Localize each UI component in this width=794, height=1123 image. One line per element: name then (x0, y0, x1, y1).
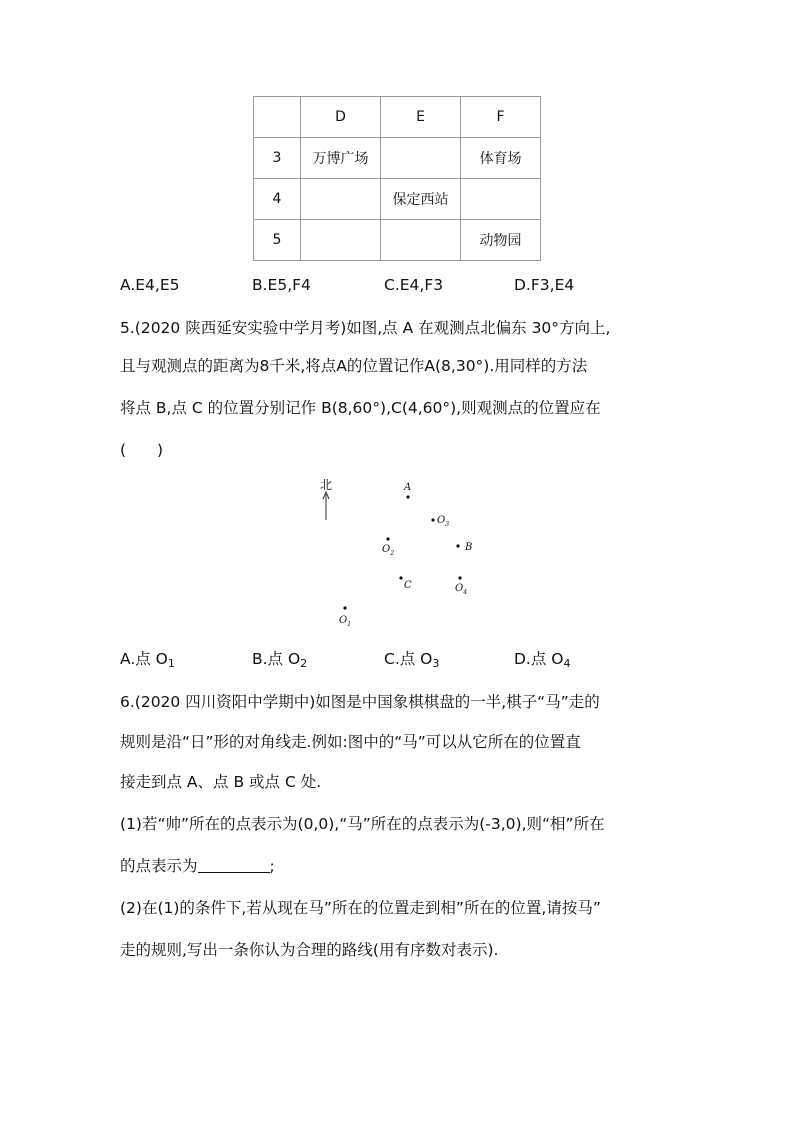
table-cell (381, 138, 461, 179)
north-arrow-icon (323, 492, 329, 520)
q5-option-b-subscript: 2 (300, 657, 308, 670)
q5-option-b[interactable] (252, 649, 307, 674)
q5-option-a-subscript: 1 (167, 657, 175, 670)
q6-text-line: (2)在(1)的条件下,若从现在马”所在的位置走到相”所在的位置,请按马” (120, 899, 601, 917)
q5-option-c-label: C.点 O (384, 650, 433, 668)
q6-text-line: 规则是沿“日”形的对角线走.例如:图中的“马”可以从它所在的位置直 (120, 733, 581, 751)
answer-blank[interactable] (198, 858, 270, 873)
point-o1-dot (343, 606, 346, 609)
table-cell (381, 220, 461, 261)
table-row (254, 220, 541, 261)
q5-option-d-label: D.点 O (514, 650, 564, 668)
observation-diagram (300, 470, 500, 635)
point-b-label: B (465, 542, 473, 553)
table-header-row (254, 97, 541, 138)
table-cell (461, 179, 541, 220)
point-b-dot (456, 544, 459, 547)
q6-line-prefix: 的点表示为 (120, 857, 198, 875)
q5-answer-paren: ( ) (120, 441, 164, 459)
point-a-dot (406, 495, 409, 498)
point-o2-label: $O_2$ (382, 544, 395, 557)
q4-option-a[interactable]: A.E4,E5 (120, 276, 180, 294)
table-header-cell: F (461, 97, 541, 138)
table-cell (301, 220, 381, 261)
q4-option-b[interactable]: B.E5,F4 (252, 276, 311, 294)
q5-option-a-label: A.点 O (120, 650, 168, 668)
table-row (254, 138, 541, 179)
q5-option-c[interactable] (384, 649, 439, 674)
q4-option-d[interactable]: D.F3,E4 (514, 276, 575, 294)
table-header-cell (254, 97, 301, 138)
q6-line-suffix: ; (269, 857, 275, 875)
point-a-label: A (404, 482, 412, 493)
point-c-label: C (404, 580, 412, 591)
table-cell: 保定西站 (381, 179, 461, 220)
location-table (253, 96, 541, 261)
point-o3-dot (431, 518, 434, 521)
point-o4-label: $O_4$ (455, 583, 468, 596)
table-cell: 3 (254, 138, 301, 179)
q5-text-line: 将点 B,点 C 的位置分别记作 B(8,60°),C(4,60°),则观测点的位置应在 (120, 399, 601, 417)
table-cell: 万博广场 (301, 138, 381, 179)
table-cell: 4 (254, 179, 301, 220)
point-c-dot (399, 576, 402, 579)
q6-text-line: 接走到点 A、点 B 或点 C 处. (120, 773, 322, 791)
table-cell: 动物园 (461, 220, 541, 261)
q5-option-d-subscript: 4 (563, 657, 571, 670)
point-o3-label: $O_3$ (437, 515, 450, 528)
north-label: 北 (320, 478, 333, 492)
table-cell (301, 179, 381, 220)
q6-text-line: 走的规则,写出一条你认为合理的路线(用有序数对表示). (120, 941, 499, 959)
q6-text-line (120, 856, 275, 876)
table-header-cell: D (301, 97, 381, 138)
point-o2-dot (386, 537, 389, 540)
q5-text-line: 5.(2020 陕西延安实验中学月考)如图,点 A 在观测点北偏东 30°方向上, (120, 319, 611, 337)
table-cell: 体育场 (461, 138, 541, 179)
table-row (254, 179, 541, 220)
table-header-cell: E (381, 97, 461, 138)
q6-text-line: 6.(2020 四川资阳中学期中)如图是中国象棋棋盘的一半,棋子“马”走的 (120, 693, 600, 711)
q6-text-line: (1)若“帅”所在的点表示为(0,0),“马”所在的点表示为(-3,0),则“相”所在 (120, 815, 605, 833)
q5-option-a[interactable] (120, 649, 175, 674)
q5-option-d[interactable] (514, 649, 571, 674)
q5-option-b-label: B.点 O (252, 650, 301, 668)
point-o4-dot (458, 576, 461, 579)
q5-option-c-subscript: 3 (432, 657, 440, 670)
q5-text-line: 且与观测点的距离为8千米,将点A的位置记作A(8,30°).用同样的方法 (120, 357, 588, 375)
point-o1-label: $O_1$ (339, 615, 352, 628)
q4-option-c[interactable]: C.E4,F3 (384, 276, 444, 294)
table-cell: 5 (254, 220, 301, 261)
